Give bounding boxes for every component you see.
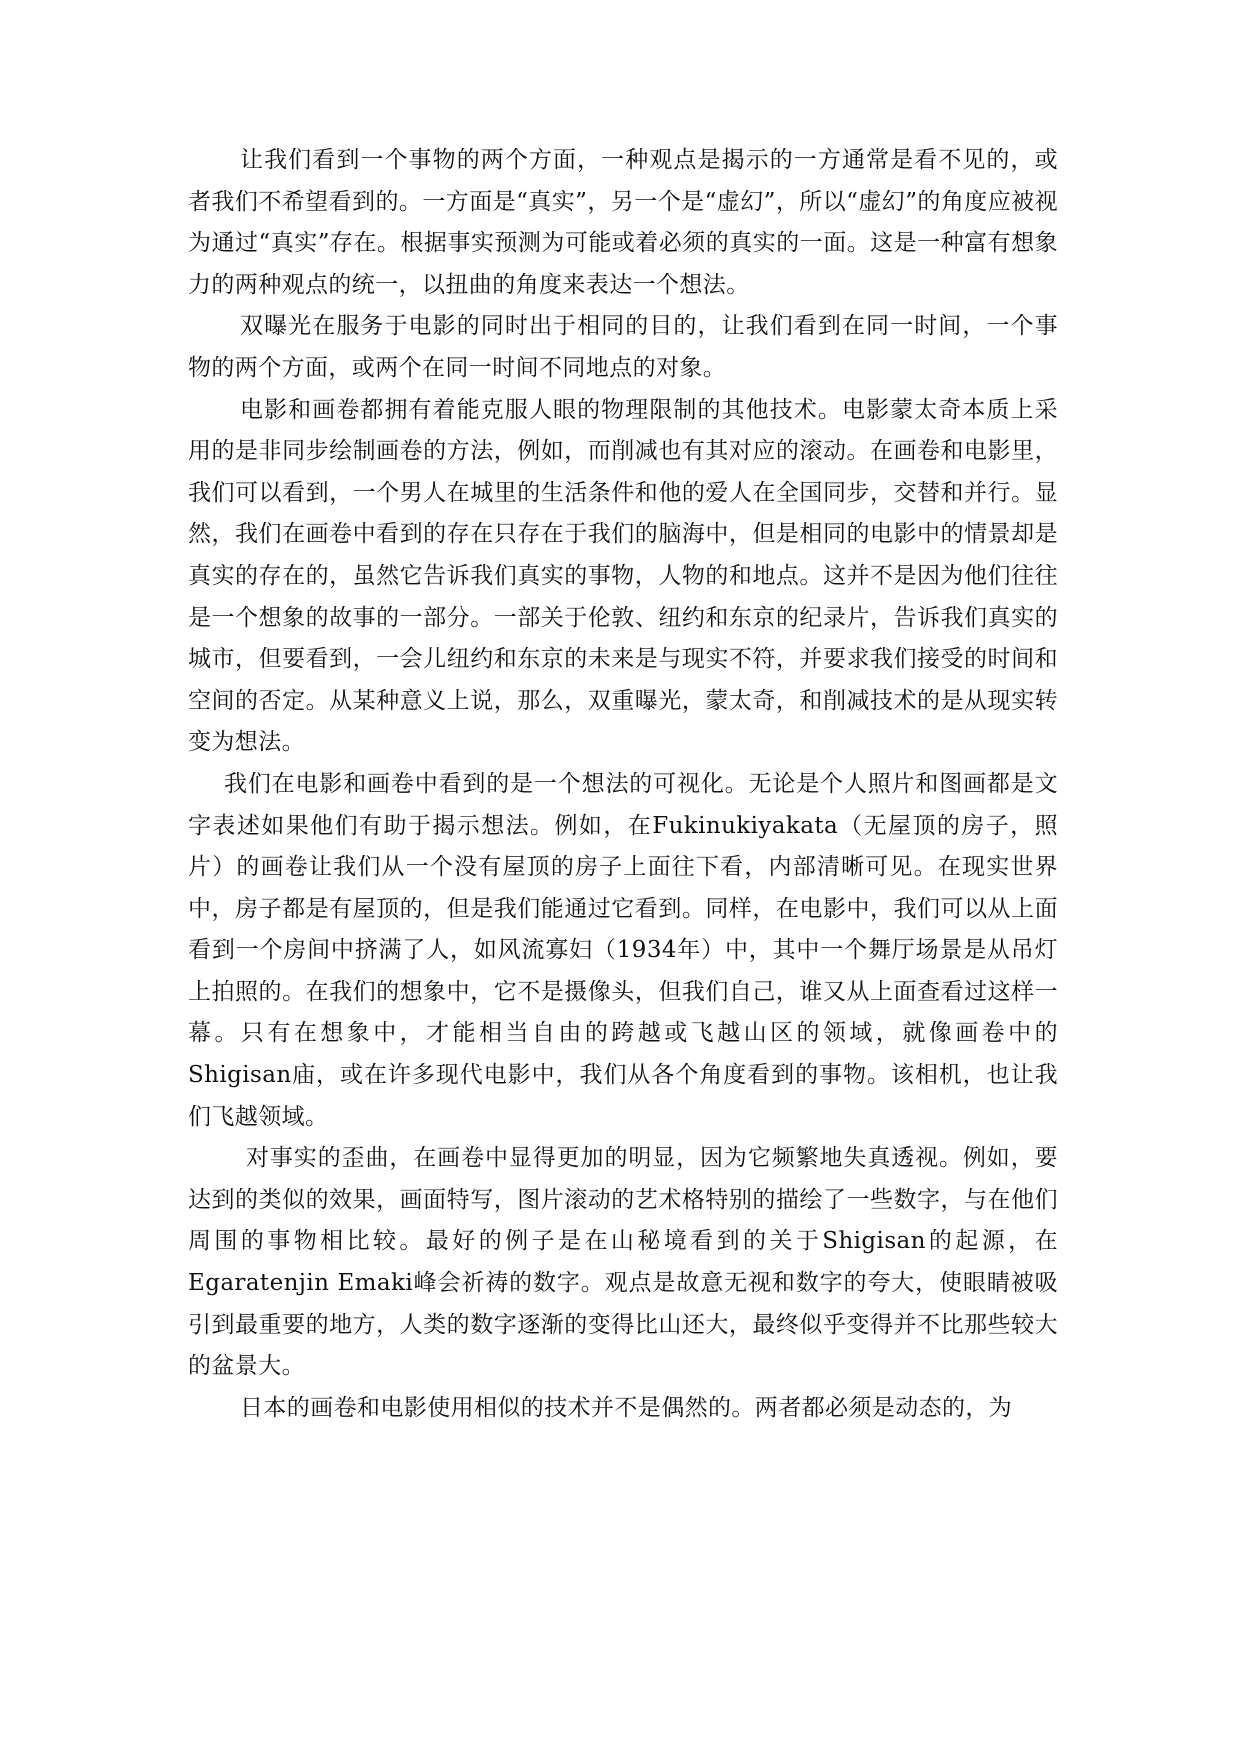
paragraph-5: 对事实的歪曲，在画卷中显得更加的明显，因为它频繁地失真透视。例如，要达到的类似的效果，画面特写，图片滚动的艺术格特别的描绘了一些数字，与在他们周围的事物相比较。最好的例子是在山秘境看到的关于Shigisan的起源，在Egaratenjin Emaki峰会祈祷的数字。观点是故意无视和数字的夸大，使眼睛被吸引到最重要的地方，人类的数字逐渐的变得比山还大，最终似乎变得并不比那些较大的盆景大。 xyxy=(188,1145,1058,1380)
paragraph-2: 双曝光在服务于电影的同时出于相同的目的，让我们看到在同一时间，一个事物的两个方面，或两个在同一时间不同地点的对象。 xyxy=(188,313,1058,381)
paragraph-6: 日本的画卷和电影使用相似的技术并不是偶然的。两者都必须是动态的，为 xyxy=(240,1394,1013,1421)
paragraph-3: 电影和画卷都拥有着能克服人眼的物理限制的其他技术。电影蒙太奇本质上采用的是非同步绘制画卷的方法，例如，而削减也有其对应的滚动。在画卷和电影里，我们可以看到，一个男人在城里的生活条件和他的爱人在全国同步，交替和并行。显然，我们在画卷中看到的存在只存在于我们的脑海中，但是相同的电影中的情景却是真实的存在的，虽然它告诉我们真实的事物，人物的和地点。这并不是因为他们往往是一个想象的故事的一部分。一部关于伦敦、纽约和东京的纪录片，告诉我们真实的城市，但要看到，一会儿纽约和东京的未来是与现实不符，并要求我们接受的时间和空间的否定。从某种意义上说，那么，双重曝光，蒙太奇，和削减技术的是从现实转变为想法。 xyxy=(188,396,1058,756)
paragraph-4: 我们在电影和画卷中看到的是一个想法的可视化。无论是个人照片和图画都是文字表述如果他们有助于揭示想法。例如，在Fukinukiyakata（无屋顶的房子，照片）的画卷让我们从一个没有屋顶的房子上面往下看，内部清晰可见。在现实世界中，房子都是有屋顶的，但是我们能通过它看到。同样，在电影中，我们可以从上面看到一个房间中挤满了人，如风流寡妇（1934年）中，其中一个舞厅场景是从吊灯上拍照的。在我们的想象中，它不是摄像头，但我们自己，谁又从上面查看过这样一幕。只有在想象中，才能相当自由的跨越或飞越山区的领域，就像画卷中的Shigisan庙，或在许多现代电影中，我们从各个角度看到的事物。该相机，也让我们飞越领域。 xyxy=(188,770,1058,1130)
document-page xyxy=(188,140,1058,1700)
paragraph-1: 让我们看到一个事物的两个方面，一种观点是揭示的一方通常是看不见的，或者我们不希望看到的。一方面是“真实”，另一个是“虚幻”，所以“虚幻”的角度应被视为通过“真实”存在。根据事实预测为可能或着必须的真实的一面。这是一种富有想象力的两种观点的统一，以扭曲的角度来表达一个想法。 xyxy=(188,147,1058,298)
